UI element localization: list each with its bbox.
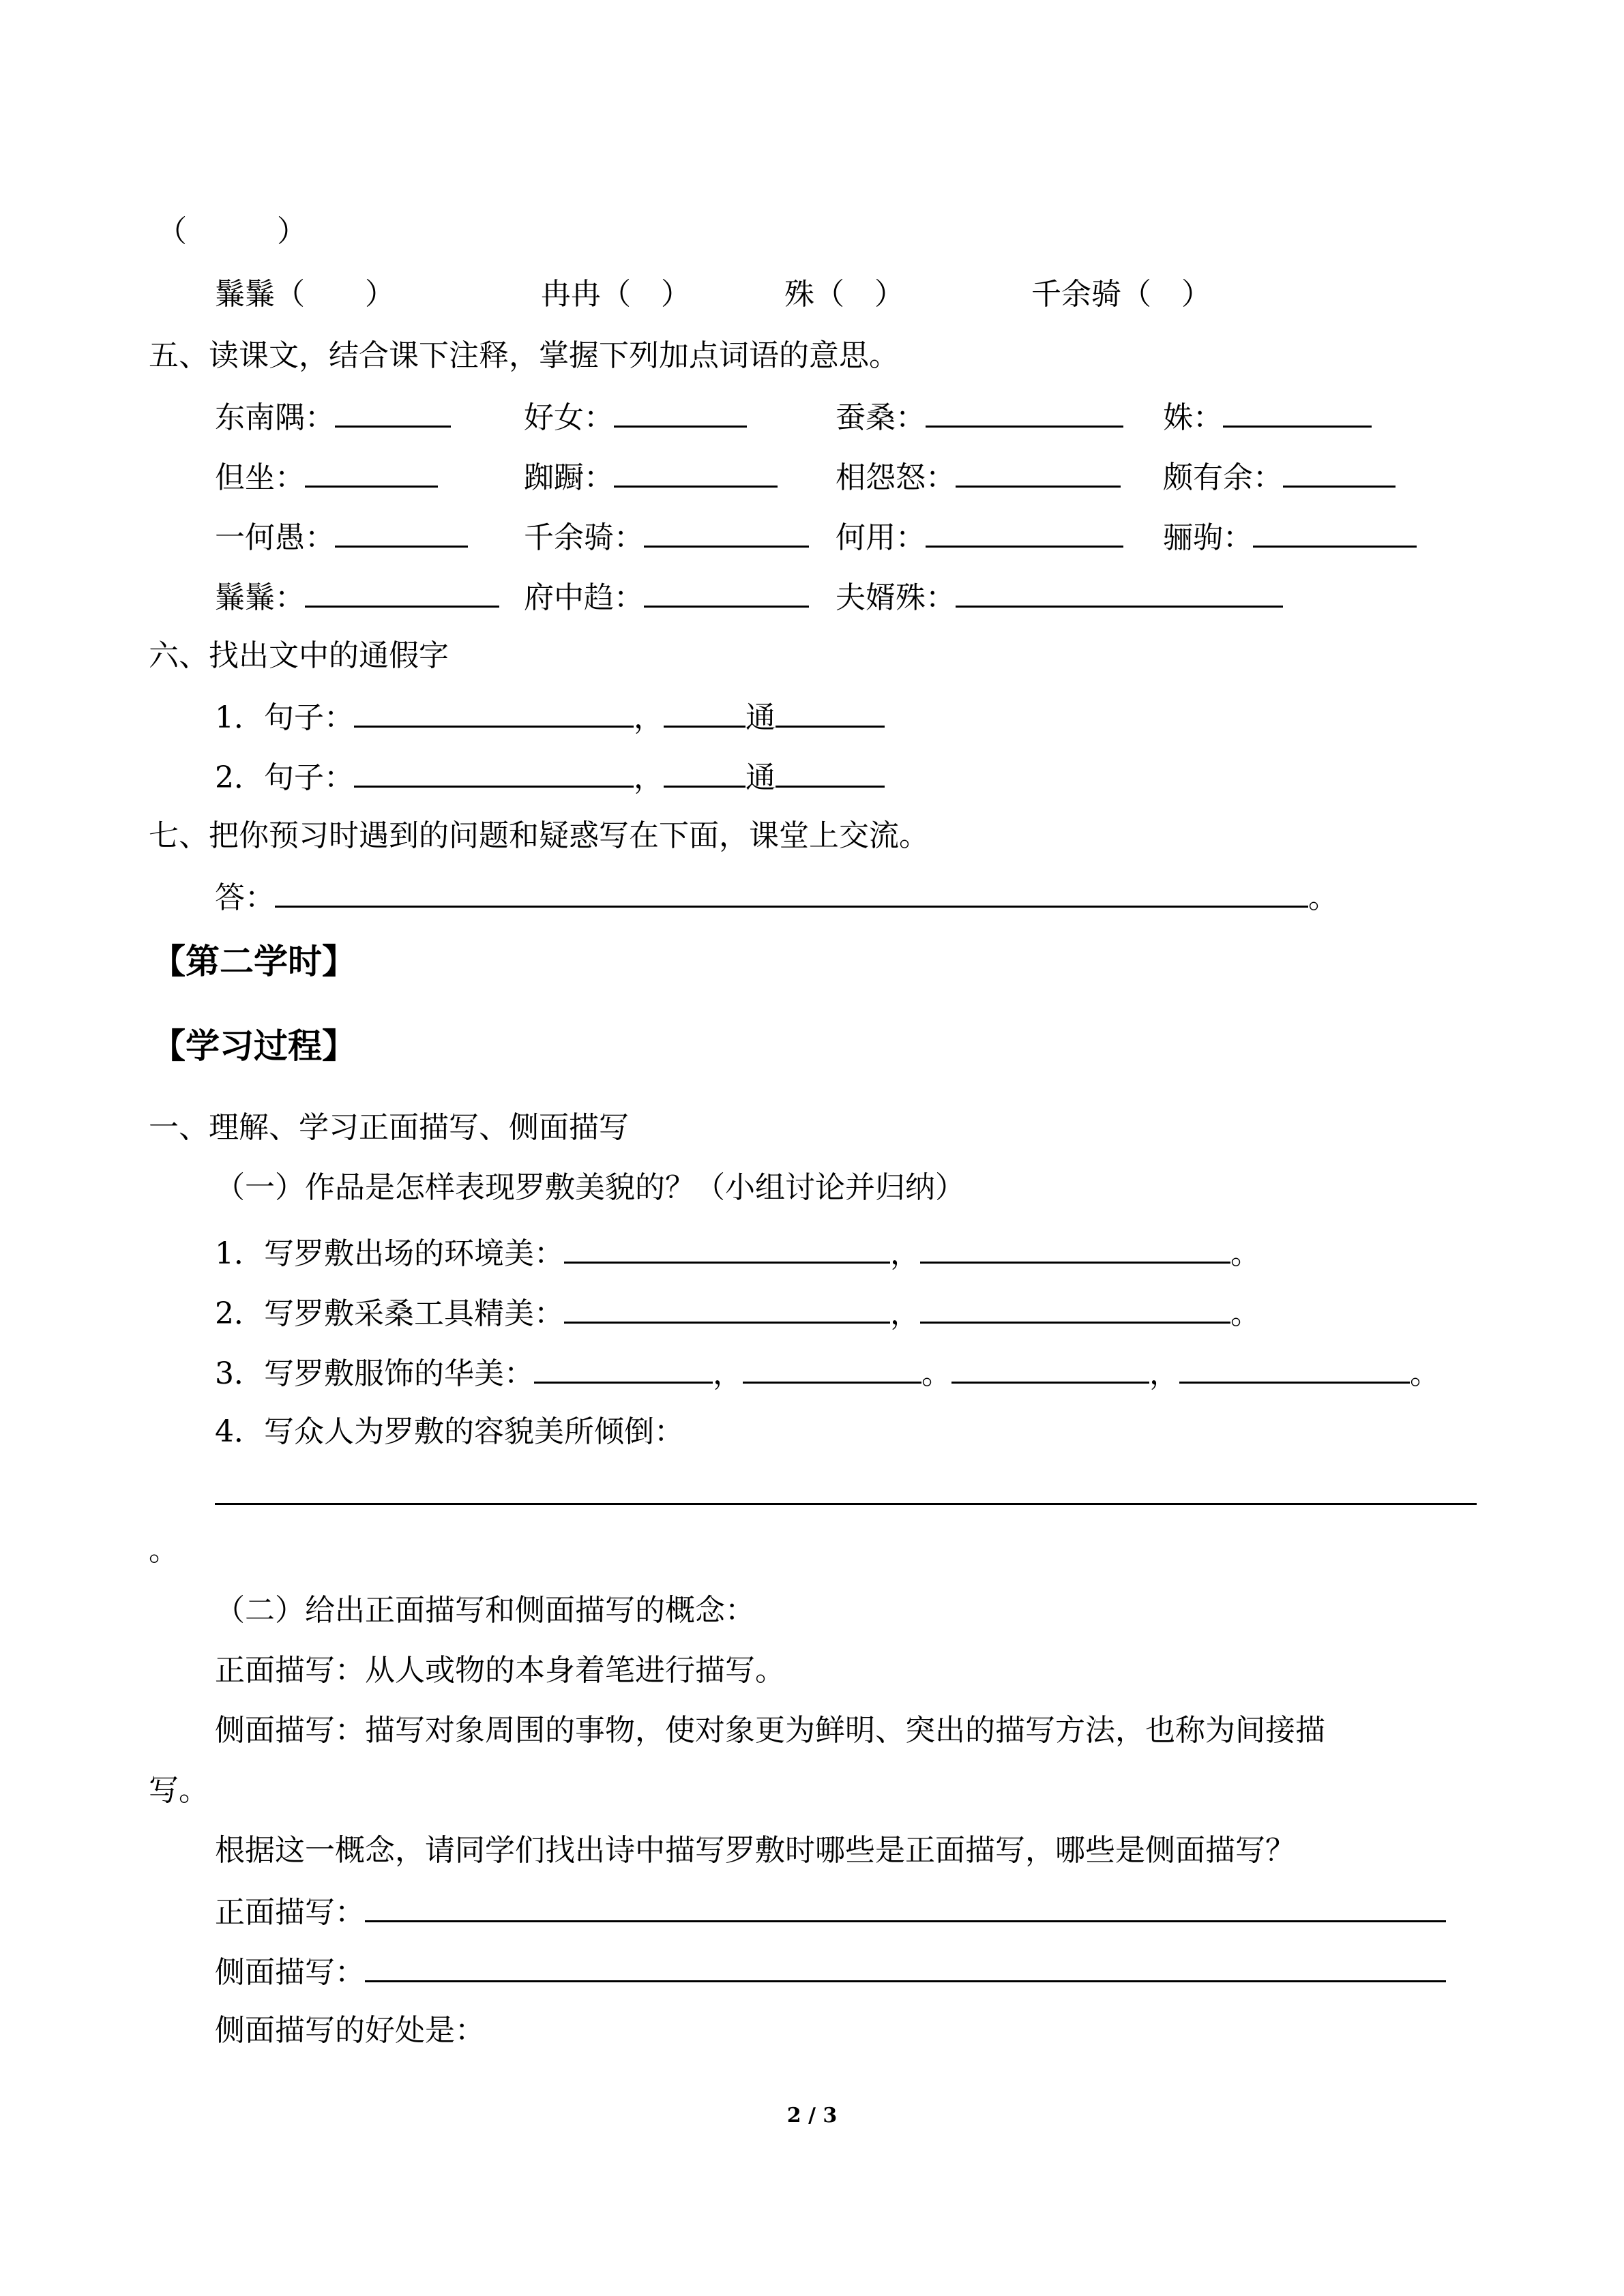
vocab-term: 骊驹： — [1163, 516, 1417, 558]
answer-blank[interactable] — [1253, 516, 1417, 548]
answer-blank[interactable] — [644, 576, 809, 608]
benefit-label: 侧面描写的好处是： — [215, 2013, 485, 2048]
vocab-term: 相怨怒： — [836, 456, 1121, 498]
pron-item-4: 千余骑（ ） — [1031, 277, 1211, 312]
answer-blank[interactable] — [920, 1292, 1230, 1324]
front-description-answer: 正面描写： — [215, 1890, 1446, 1933]
beauty-item-2: 2．写罗敷采桑工具精美： ， 。 — [215, 1292, 1260, 1335]
definition-side-cont: 写。 — [149, 1773, 209, 1808]
page-number: 2 / 3 — [786, 2104, 838, 2128]
subsection-2-heading: （二）给出正面描写和侧面描写的概念： — [215, 1593, 755, 1628]
vocab-term: 一何愚： — [215, 516, 468, 558]
section-6-heading: 六、找出文中的通假字 — [149, 638, 449, 673]
pron-item-1: 鬑鬑（ ） — [215, 277, 395, 312]
definition-side: 侧面描写：描写对象周围的事物，使对象更为鲜明、突出的描写方法，也称为间接描 — [215, 1713, 1325, 1748]
vocab-term: 踟蹰： — [524, 456, 778, 498]
answer-blank[interactable] — [644, 516, 809, 548]
vocab-term: 颇有余： — [1163, 456, 1396, 498]
section-7-heading: 七、把你预习时遇到的问题和疑惑写在下面，课堂上交流。 — [149, 818, 929, 853]
vocab-term: 夫婿殊： — [836, 576, 1283, 618]
side-description-answer: 侧面描写： — [215, 1950, 1446, 1993]
beauty-item-4: 4．写众人为罗敷的容貌美所倾倒： — [215, 1414, 684, 1449]
answer-blank[interactable] — [335, 516, 468, 548]
answer-blank[interactable] — [1223, 396, 1372, 428]
section-title-second-period: 【第二学时】 — [151, 942, 356, 981]
char-blank[interactable] — [664, 756, 745, 788]
vocab-term: 千余骑： — [524, 516, 809, 558]
answer-blank[interactable] — [365, 1890, 1446, 1922]
question-text: 根据这一概念，请同学们找出诗中描写罗敷时哪些是正面描写，哪些是侧面描写？ — [215, 1833, 1295, 1868]
vocab-term: 东南隅： — [215, 396, 451, 438]
char-blank[interactable] — [664, 696, 745, 728]
answer-line[interactable] — [215, 1503, 1477, 1505]
beauty-item-1: 1．写罗敷出场的环境美： ， 。 — [215, 1232, 1260, 1274]
vocab-term: 何用： — [836, 516, 1123, 558]
answer-blank[interactable] — [920, 1232, 1230, 1264]
vocab-term: 鬑鬑： — [215, 576, 499, 618]
section-5-heading: 五、读课文，结合课下注释，掌握下列加点词语的意思。 — [149, 338, 899, 373]
answer-blank[interactable] — [365, 1950, 1446, 1982]
pron-item-3: 殊（ ） — [784, 277, 904, 312]
vocab-term: 府中趋： — [524, 576, 809, 618]
tongjia-item-1: 1．句子： ， 通 — [215, 696, 885, 739]
vocab-term: 姝： — [1163, 396, 1372, 438]
answer-blank[interactable] — [305, 576, 499, 608]
answer-blank[interactable] — [1283, 456, 1396, 488]
answer-blank[interactable] — [926, 516, 1123, 548]
answer-blank[interactable] — [951, 1352, 1149, 1384]
part-1-heading: 一、理解、学习正面描写、侧面描写 — [149, 1110, 629, 1145]
tongjia-item-2: 2．句子： ， 通 — [215, 756, 885, 799]
answer-blank[interactable] — [614, 456, 778, 488]
answer-blank[interactable] — [275, 876, 1308, 908]
pron-item-2: 冉冉（ ） — [541, 277, 691, 312]
vocab-term: 蚕桑： — [836, 396, 1123, 438]
answer-blank[interactable] — [564, 1232, 890, 1264]
char-blank[interactable] — [776, 696, 885, 728]
answer-blank[interactable] — [534, 1352, 713, 1384]
sentence-blank[interactable] — [354, 696, 634, 728]
vocab-term: 好女： — [524, 396, 747, 438]
answer-blank[interactable] — [926, 396, 1123, 428]
vocab-term: 但坐： — [215, 456, 438, 498]
answer-blank[interactable] — [956, 576, 1283, 608]
answer-blank[interactable] — [743, 1352, 921, 1384]
definition-front: 正面描写：从人或物的本身着笔进行描写。 — [215, 1653, 785, 1688]
top-paren: （ ） — [157, 214, 307, 249]
answer-line: 答： 。 — [215, 876, 1338, 919]
answer-blank[interactable] — [335, 396, 451, 428]
answer-blank[interactable] — [956, 456, 1121, 488]
subsection-1-heading: （一）作品是怎样表现罗敷美貌的？（小组讨论并归纳） — [215, 1170, 965, 1205]
beauty-item-3: 3．写罗敷服饰的华美： ， 。 ， 。 — [215, 1352, 1440, 1395]
answer-blank[interactable] — [564, 1292, 890, 1324]
sentence-blank[interactable] — [354, 756, 634, 788]
answer-blank[interactable] — [1179, 1352, 1410, 1384]
answer-blank[interactable] — [305, 456, 438, 488]
char-blank[interactable] — [776, 756, 885, 788]
lone-period: 。 — [149, 1533, 179, 1568]
section-title-learning-process: 【学习过程】 — [151, 1026, 356, 1066]
answer-blank[interactable] — [614, 396, 747, 428]
